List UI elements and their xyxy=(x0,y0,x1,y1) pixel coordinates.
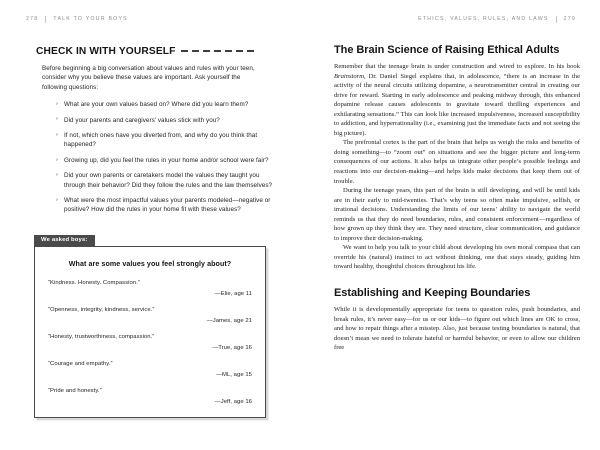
quote-attribution: —ML, age 15 xyxy=(216,372,252,379)
chevron-right-icon: › xyxy=(56,101,58,108)
boys-box-question: What are some values you feel strongly about? xyxy=(68,259,232,268)
we-asked-boys-tab: We asked boys: xyxy=(34,235,95,247)
section-heading-boundaries: Establishing and Keeping Boundaries xyxy=(334,287,531,300)
section-heading-brain-science: The Brain Science of Raising Ethical Adults xyxy=(334,44,560,56)
quote-text: “Courage and empathy.” xyxy=(48,360,113,367)
heading-dash-ornament xyxy=(181,50,254,53)
chevron-right-icon: › xyxy=(56,196,58,203)
reflection-question-list xyxy=(26,100,282,215)
quote-attribution: —Elie, age 11 xyxy=(214,291,252,298)
list-item-label: Did your parents and caregivers' values stick with you? xyxy=(64,116,220,124)
body-paragraph xyxy=(334,243,580,272)
quote-attribution: —True, age 16 xyxy=(212,345,252,352)
dash-icon xyxy=(192,50,199,52)
list-item-label: What are your own values based on? Where did you learn them? xyxy=(64,101,249,109)
body-paragraph xyxy=(334,305,580,353)
running-head-right xyxy=(334,14,580,24)
quote-entry xyxy=(48,306,252,325)
section-heading-row xyxy=(36,46,278,57)
section-heading: CHECK IN WITH YOURSELF xyxy=(36,46,176,57)
dash-icon xyxy=(247,50,254,52)
folio-left: 278 xyxy=(26,16,39,22)
paragraph-text: Remember that the teenage brain is under construction and wired to explore. In his book Brainstorm, Dr. Daniel Siegel explains that, in adolescence, “there is an increase in the activity of the neural circuits utilizing dopamine, a neurotransmitter central in creating our drive for reward. Starting in early adolescence and peaking midway through, this enhanced dopamine release causes adolescents to gravitate toward thrilling experiences and exhilarating sensations.” This can look like increased impulsiveness, increased susceptibility to addiction, and hyperrationality (i.e., examining just the immediate facts and not seeing the big picture). xyxy=(334,63,580,137)
we-asked-boys-box xyxy=(34,246,266,418)
quote-text: “Pride and honesty.” xyxy=(48,387,102,394)
quote-entry xyxy=(48,333,252,352)
running-head-divider xyxy=(556,16,557,23)
list-item xyxy=(56,156,282,165)
quote-text: “Honesty, trustworthiness, compassion.” xyxy=(48,333,155,340)
list-item-label: Growing up, did you feel the rules in your home and/or school were fair? xyxy=(64,156,269,164)
running-head-divider xyxy=(45,16,46,23)
running-head-title-left: TALK TO YOUR BOYS xyxy=(53,16,128,22)
dash-icon xyxy=(236,50,243,52)
list-item xyxy=(56,196,282,215)
list-item xyxy=(56,131,282,150)
book-title-italic: Brainstorm xyxy=(334,72,364,80)
chevron-right-icon: › xyxy=(56,116,58,123)
quote-entry xyxy=(48,360,252,379)
right-page-body xyxy=(334,44,580,353)
chevron-right-icon: › xyxy=(56,172,58,179)
running-head-title-right: ETHICS, VALUES, RULES, AND LAWS xyxy=(418,16,549,22)
section-intro-paragraph: Before beginning a big conversation about values and rules with your teen, consider why you believe these values are important. Ask yourself the following questions: xyxy=(42,65,255,91)
paragraph-text: While it is developmentally appropriate for teens to question rules, push boundaries, and break rules, it’s never easy—for us or our kids—to figure out which lines are OK to cross, and how to repair things after a misstep. Also, just because testing boundaries is natural, that doesn’t mean we need to tolerate hateful or harmful behavior, or even to allow our children free xyxy=(334,306,580,352)
paragraph-text: We want to help you talk to your child about developing his own moral compass that can override his (natural) instinct to act without thinking, one that stays steady, guiding him toward healthy, thoughtful choices throughout his life. xyxy=(334,244,580,271)
quote-text: “Kindness. Honesty. Compassion.” xyxy=(48,279,140,286)
body-paragraph xyxy=(334,138,580,186)
we-asked-boys-section xyxy=(34,228,266,418)
chevron-right-icon: › xyxy=(56,131,58,138)
list-item-label: Did your own parents or caretakers model the values they taught you through their behavior? Did they follow the rules and the law themselves? xyxy=(64,172,273,189)
chevron-right-icon: › xyxy=(56,156,58,163)
right-page xyxy=(300,0,600,450)
left-page-body xyxy=(26,46,278,418)
list-item xyxy=(56,171,282,190)
dash-icon xyxy=(203,50,210,52)
quote-text: “Openness, integrity, kindness, service.” xyxy=(48,306,155,313)
quote-entry xyxy=(48,387,252,406)
paragraph-text: The prefrontal cortex is the part of the brain that helps us weigh the risks and benefits of doing something—to “zoom out” on situations and see the bigger picture and long-term consequences of our actions. It also helps us integrate other people’s possible feelings and reactions into our decision-making—and helps kids make decisions that keep them out of trouble. xyxy=(334,139,580,185)
quote-attribution: —Jeff, age 16 xyxy=(214,398,252,405)
dash-icon xyxy=(225,50,232,52)
list-item-label: If not, which ones have you diverted from, and why do you think that happened? xyxy=(64,132,258,149)
dash-icon xyxy=(214,50,221,52)
body-paragraph xyxy=(334,62,580,138)
quote-entry xyxy=(48,279,252,298)
folio-right: 279 xyxy=(563,16,576,22)
quote-attribution: —James, age 21 xyxy=(206,318,252,325)
paragraph-text: During the teenage years, this part of the brain is still developing, and will be until kids are in their early to mid-twenties. That’s why teens so often make impulsive, selfish, or irrational decisions. Understanding the limits of our teens’ ability to navigate the world reminds us that they do need boundaries, rules, and consistent enforcement—regardless of how grown up they think they are. They need structure, clear communication, and guidance to improve their decision-making. xyxy=(334,187,580,242)
dash-icon xyxy=(181,50,188,52)
body-paragraph xyxy=(334,186,580,243)
running-head-left xyxy=(26,14,278,24)
list-item-label: What were the most impactful values your parents modeled—negative or positive? How did the rules in your home fit with these values? xyxy=(64,197,271,214)
list-item xyxy=(56,116,282,125)
list-item xyxy=(56,100,282,109)
